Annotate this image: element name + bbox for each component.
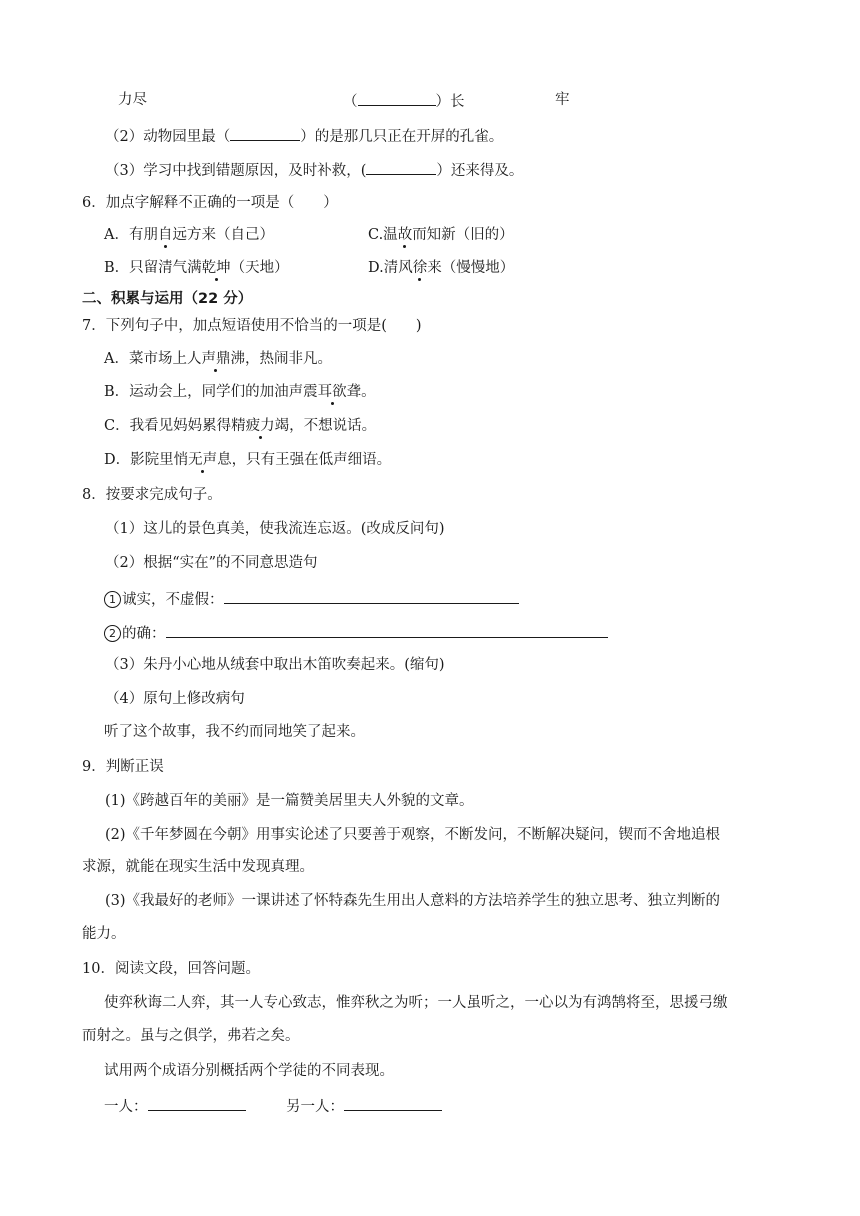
emphasis-dot-text: 人声鼎沸: [186, 351, 245, 367]
q10-passage-line2: 而射之。虽与之俱学，弗若之矣。: [82, 1028, 300, 1044]
q10-answer-1: 一人：: [104, 1095, 246, 1117]
q10-stem: 10．阅读文段，回答问题。: [82, 961, 260, 977]
q6-option-b[interactable]: B．只留清气满乾坤（天地）: [104, 260, 289, 276]
q9-sub3-line1: (3)《我最好的老师》一课讲述了怀特森先生用出人意料的方法培养学生的独立思考、独立判断的: [105, 893, 721, 909]
q6-option-a[interactable]: A．有朋自远方来（自己）: [104, 227, 274, 243]
q8-sub2a: 1 诚实，不虚假：: [104, 588, 519, 610]
answer-blank[interactable]: [366, 159, 436, 175]
q10-passage-line1: 使弈秋诲二人弈，其一人专心致志，惟弈秋之为听；一人虽听之，一心以为有鸿鹄将至，思援弓缴: [104, 995, 728, 1011]
emphasis-dot-text: 乾坤: [201, 260, 231, 276]
q8-sub2: （2）根据“实在”的不同意思造句: [105, 555, 318, 571]
q9-sub3-line2: 能力。: [82, 926, 126, 942]
q9-sub1: (1)《跨越百年的美丽》是一篇赞美居里夫人外貌的文章。: [105, 793, 474, 809]
circled-number: 1: [104, 591, 121, 608]
emphasis-dot-text: 徐: [412, 260, 428, 276]
answer-blank[interactable]: [358, 90, 436, 106]
answer-blank[interactable]: [344, 1095, 442, 1111]
answer-blank[interactable]: [166, 622, 608, 638]
answer-blank[interactable]: [224, 588, 519, 604]
q6-option-d[interactable]: D.清风徐来（慢慢地）: [368, 260, 515, 276]
emphasis-dot-text: 震耳欲聋: [303, 384, 362, 400]
q7-option-a[interactable]: A．菜市场上人声鼎沸，热闹非凡。: [104, 351, 332, 367]
q9-sub2-line2: 求源，就能在现实生活中发现真理。: [82, 859, 314, 875]
q10-answer-2: 另一人：: [286, 1095, 442, 1117]
q5-row-left: 力尽: [118, 92, 147, 108]
q8-sub2b: 2 的确：: [104, 622, 608, 644]
section-heading: 二、积累与运用（22 分）: [82, 291, 253, 307]
q8-sub1: （1）这儿的景色真美，使我流连忘返。(改成反问句): [105, 521, 445, 537]
q7-stem: 7．下列句子中，加点短语使用不恰当的一项是( ): [82, 318, 422, 334]
q6-option-c[interactable]: C.温故而知新（旧的）: [368, 227, 514, 243]
circled-number: 2: [104, 625, 121, 642]
q9-stem: 9．判断正误: [82, 759, 164, 775]
emphasis-dot-text: 故: [397, 227, 413, 243]
q8-sub4: （4）原句上修改病句: [105, 691, 245, 707]
q5-row-mid: （ ）长: [343, 90, 465, 112]
q5-sub3: （3）学习中找到错题原因，及时补救，( ）还来得及。: [105, 159, 523, 181]
q5-sub2: （2）动物园里最（ ）的是那几只正在开屏的孔雀。: [105, 125, 503, 147]
q9-sub2-line1: (2)《千年梦圆在今朝》用事实论述了只要善于观察，不断发问，不断解决疑问，锲而不舍地追根: [105, 827, 721, 843]
emphasis-dot-text: 自: [157, 227, 173, 243]
emphasis-dot-text: 精疲力竭: [231, 418, 290, 434]
q7-option-d[interactable]: D．影院里悄无声息，只有王强在低声细语。: [104, 452, 392, 468]
answer-blank[interactable]: [148, 1095, 246, 1111]
emphasis-dot-text: 悄无声息: [173, 452, 232, 468]
q8-stem: 8．按要求完成句子。: [82, 487, 222, 503]
q7-option-c[interactable]: C．我看见妈妈累得精疲力竭，不想说话。: [104, 418, 377, 434]
q10-task: 试用两个成语分别概括两个学徒的不同表现。: [104, 1063, 394, 1079]
answer-blank[interactable]: [230, 125, 300, 141]
q7-option-b[interactable]: B．运动会上，同学们的加油声震耳欲聋。: [104, 384, 376, 400]
q5-row-right: 牢: [555, 92, 570, 108]
q8-sub4-sentence[interactable]: 听了这个故事，我不约而同地笑了起来。: [104, 724, 365, 740]
q6-stem: 6．加点字解释不正确的一项是（ ）: [82, 195, 338, 211]
q8-sub3: （3）朱丹小心地从绒套中取出木笛吹奏起来。(缩句): [105, 657, 445, 673]
